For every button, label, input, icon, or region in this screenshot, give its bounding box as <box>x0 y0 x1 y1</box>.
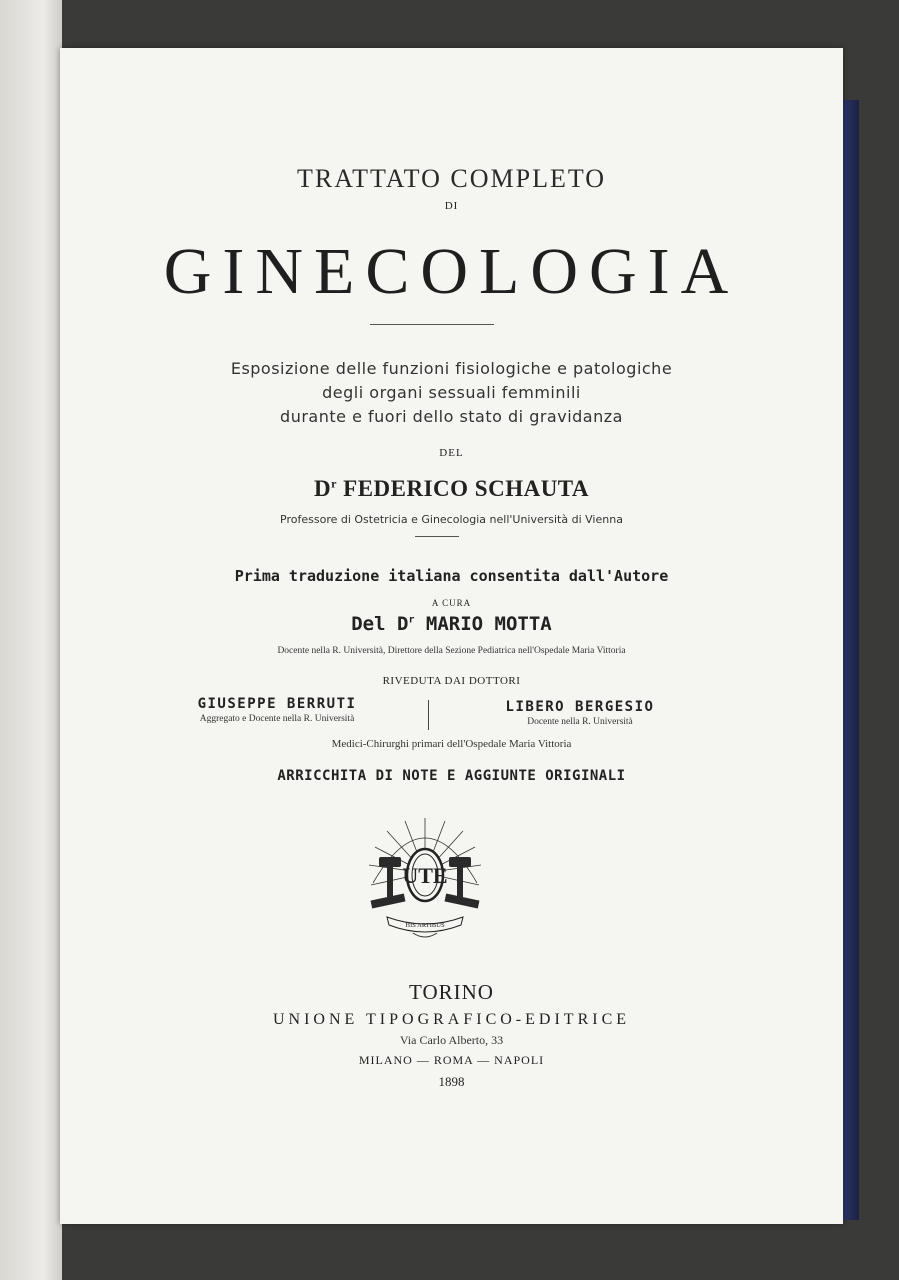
translator-prefix: Del D <box>351 613 409 635</box>
author-prefix: D <box>313 476 332 501</box>
translator-prefix-sup: r <box>408 614 415 626</box>
title-line-2: DI <box>444 200 459 212</box>
editors-note: Medici-Chirurghi primari dell'Ospedale Maria Vittoria <box>331 738 572 750</box>
translation-note: Prima traduzione italiana consentita dall'Autore <box>234 567 669 585</box>
publisher-address: Via Carlo Alberto, 33 <box>399 1033 504 1047</box>
title-page <box>60 48 843 1224</box>
editor-name: LIBERO BERGESIO <box>505 699 655 715</box>
translator-name <box>60 613 843 635</box>
edited-by-label: A CURA <box>431 598 472 608</box>
branch-cities: MILANO — ROMA — NAPOLI <box>358 1053 545 1067</box>
imprint-city: TORINO <box>409 980 494 1004</box>
subtitle-line: durante e fuori dello stato di gravidanza <box>280 407 623 426</box>
emblem-motto: HIS ARTIBUS <box>405 922 445 929</box>
subtitle-line: Esposizione delle funzioni fisiologiche e patologiche <box>230 359 673 378</box>
emblem-monogram: UTE <box>402 863 448 888</box>
revised-by-label: RIVEDUTA DAI DOTTORI <box>382 675 521 687</box>
author-prefix-sup: r <box>331 476 337 491</box>
translator-name-text: MARIO MOTTA <box>414 613 552 635</box>
editor-role: Aggregato e Docente nella R. Università <box>199 714 355 724</box>
author-title: Professore di Ostetricia e Ginecologia nell'Università di Vienna <box>280 513 623 526</box>
translator-title: Docente nella R. Università, Direttore della Sezione Pediatrica nell'Ospedale Maria Vittoria <box>277 646 626 656</box>
editor-name: GIUSEPPE BERRUTI <box>197 696 357 712</box>
title-divider <box>370 324 494 325</box>
editor-block <box>162 696 392 724</box>
main-title: GINECOLOGIA <box>163 235 740 308</box>
left-page-edge <box>0 0 62 1280</box>
author-name <box>60 476 843 502</box>
by-label: DEL <box>439 447 464 459</box>
publisher-emblem <box>365 813 485 943</box>
editor-role: Docente nella R. Università <box>527 717 633 727</box>
title-line-1: TRATTATO COMPLETO <box>296 164 607 193</box>
subtitle-line: degli organi sessuali femminili <box>322 383 581 402</box>
enriched-note: ARRICCHITA DI NOTE E AGGIUNTE ORIGINALI <box>277 768 626 784</box>
editor-separator <box>428 700 429 730</box>
publication-year: 1898 <box>438 1074 465 1089</box>
author-name-text: FEDERICO SCHAUTA <box>336 476 590 501</box>
publisher-name: UNIONE TIPOGRAFICO-EDITRICE <box>272 1011 631 1028</box>
author-divider <box>415 536 459 537</box>
editor-block <box>470 699 690 727</box>
